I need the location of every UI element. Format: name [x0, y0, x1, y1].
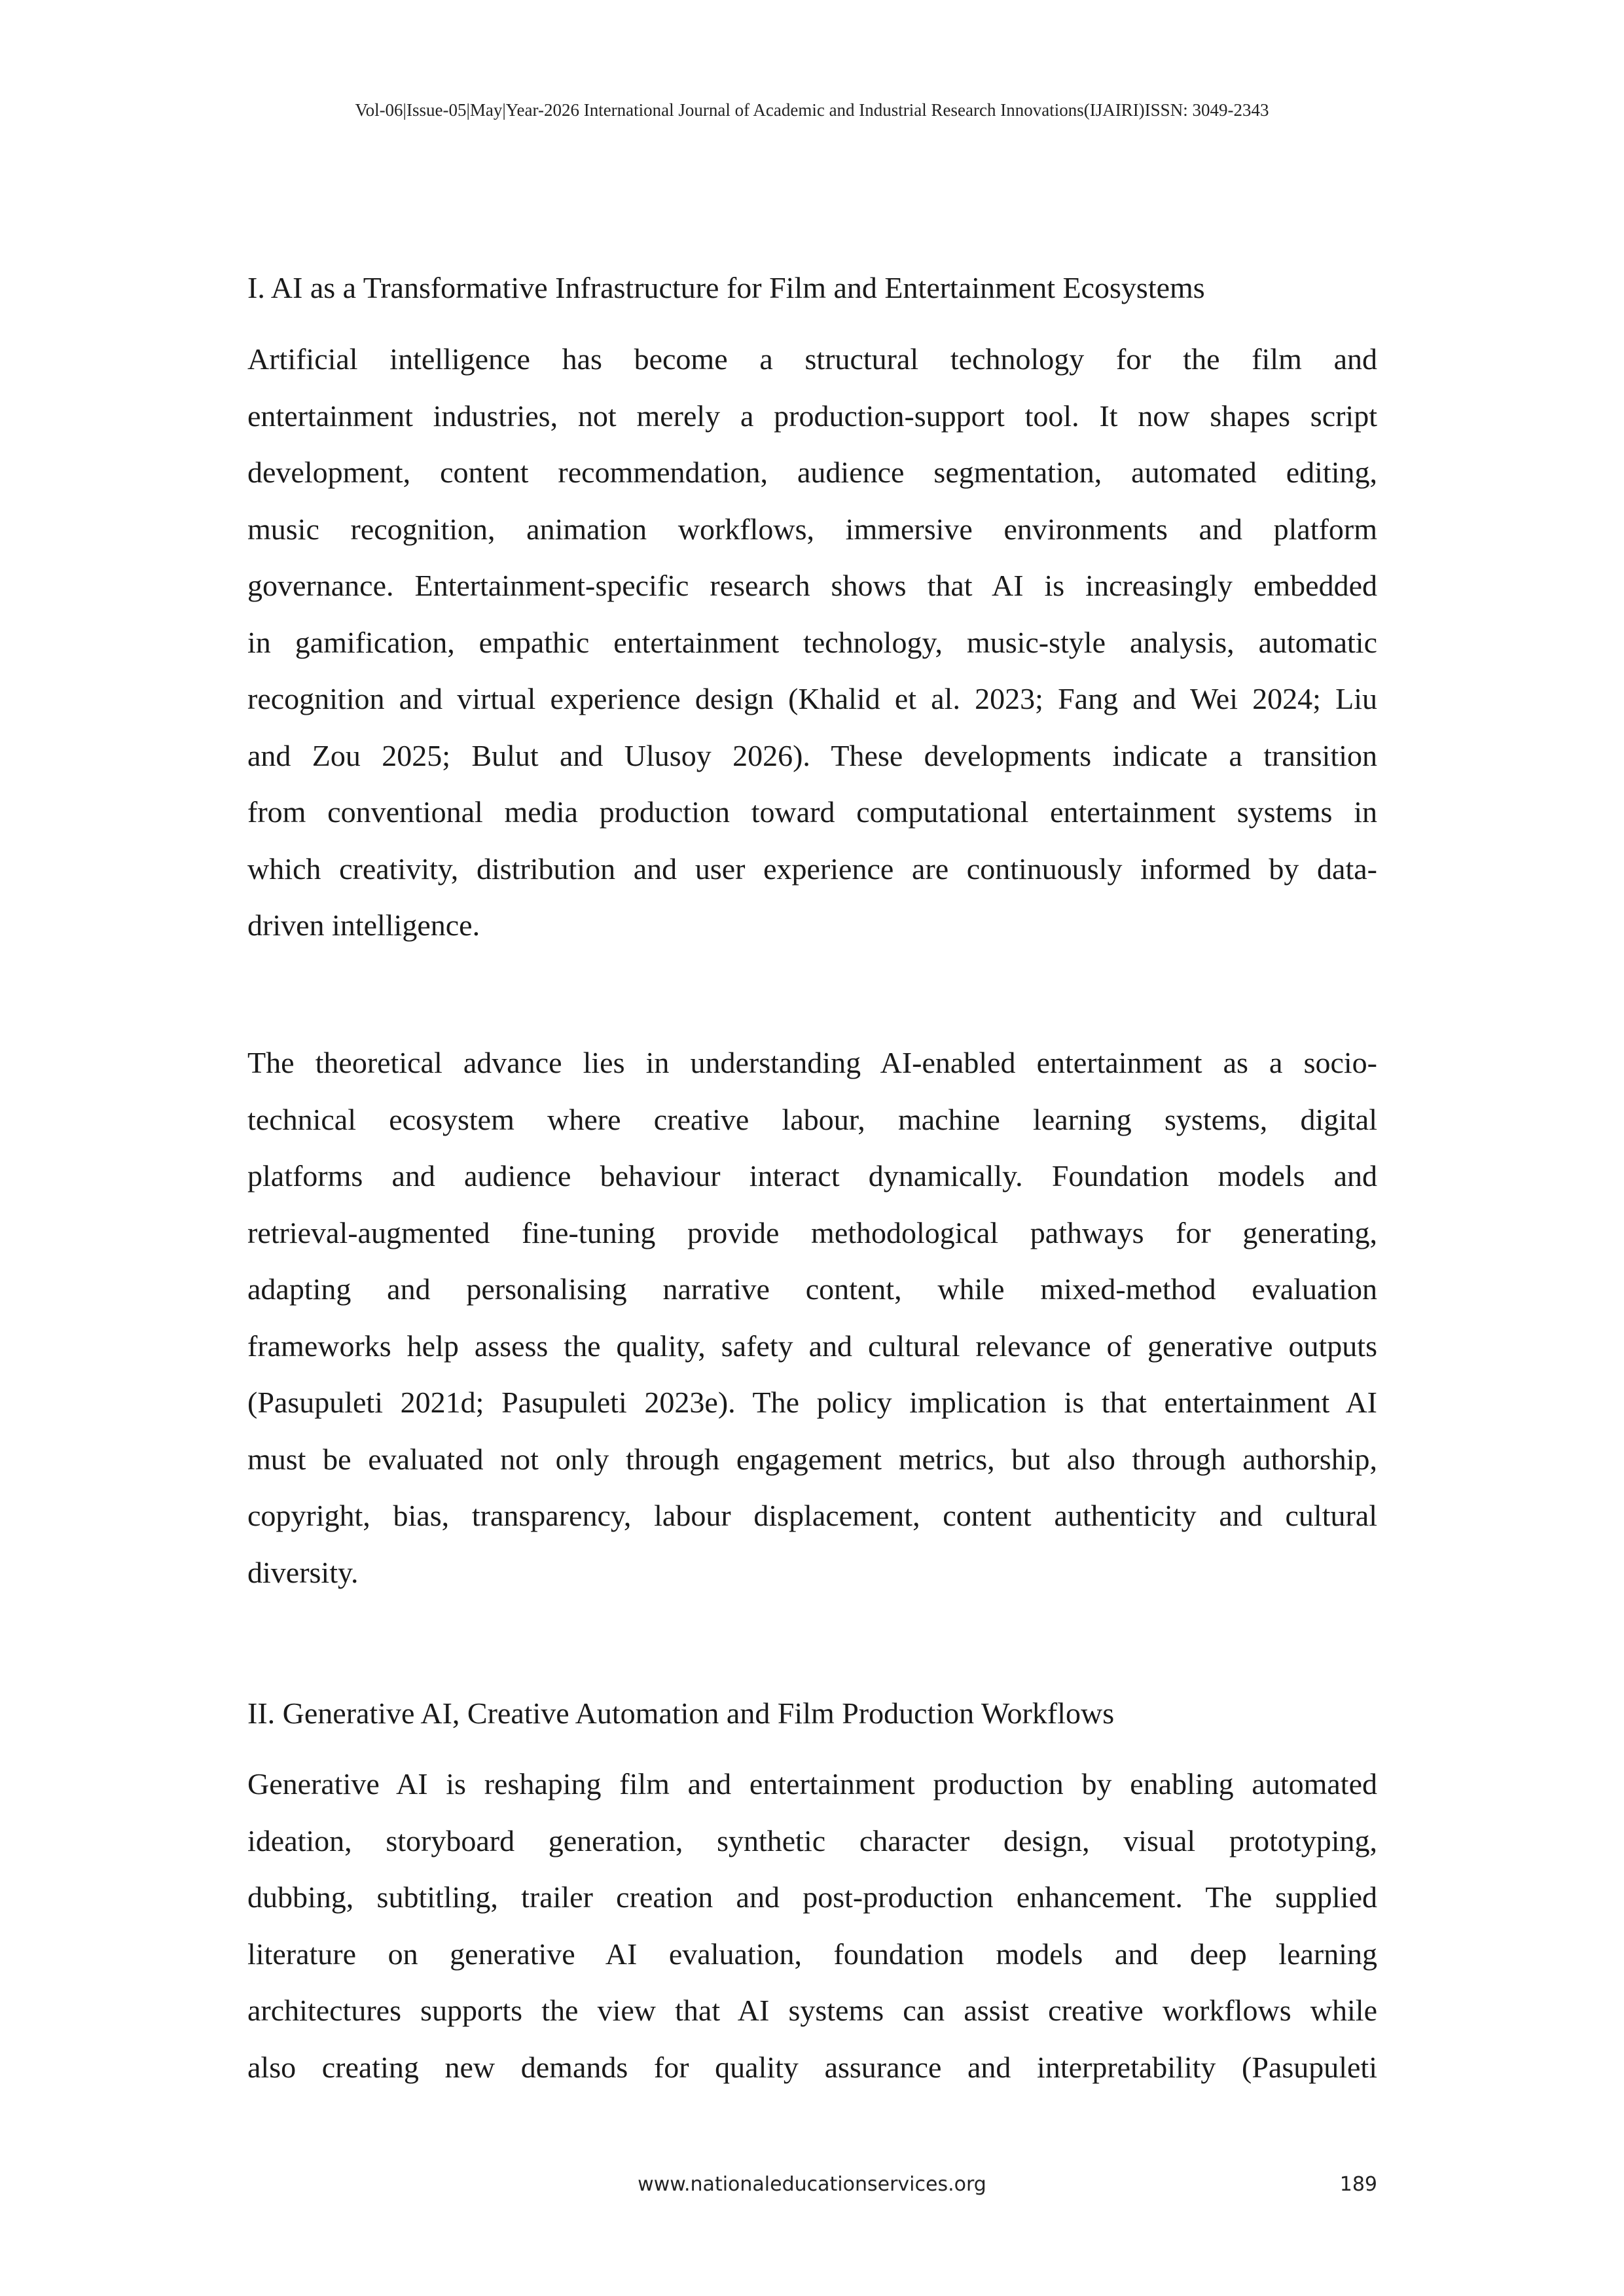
section-heading-2: II. Generative AI, Creative Automation and Film Production Workflows [247, 1696, 1115, 1730]
section-heading-1: I. AI as a Transformative Infrastructure for Film and Entertainment Ecosystems [247, 271, 1205, 304]
text-line: The theoretical advance lies in understanding AI-enabled entertainment as a socio- [247, 1046, 1377, 1079]
text-line: literature on generative AI evaluation, foundation models and deep learning [247, 1937, 1377, 1971]
text-line: governance. Entertainment-specific research shows that AI is increasingly embedded [247, 569, 1377, 602]
text-line: dubbing, subtitling, trailer creation and post-production enhancement. The supplied [247, 1880, 1377, 1914]
section-1-paragraph-2 [247, 1035, 1377, 1601]
text-line: frameworks help assess the quality, safety and cultural relevance of generative outputs [247, 1329, 1377, 1363]
text-line: ideation, storyboard generation, synthetic character design, visual prototyping, [247, 1823, 1377, 1857]
section-2-paragraph-1 [247, 1756, 1377, 2096]
text-line: and Zou 2025; Bulut and Ulusoy 2026). These developments indicate a transition [247, 738, 1377, 772]
text-line: which creativity, distribution and user experience are continuously informed by data- [247, 852, 1377, 886]
text-line: in gamification, empathic entertainment technology, music-style analysis, automatic [247, 625, 1377, 659]
text-line: copyright, bias, transparency, labour displacement, content authenticity and cultural [247, 1499, 1377, 1532]
text-line: development, content recommendation, audience segmentation, automated editing, [247, 456, 1377, 489]
running-header: Vol-06|Issue-05|May|Year-2026 International Journal of Academic and Industrial Research Innovations(IJAIRI)ISSN: 3049-2343 [355, 100, 1269, 120]
text-line: entertainment industries, not merely a production-support tool. It now shapes script [247, 399, 1377, 433]
text-line: (Pasupuleti 2021d; Pasupuleti 2023e). The policy implication is that entertainment AI [247, 1386, 1377, 1419]
text-line: technical ecosystem where creative labour, machine learning systems, digital [247, 1102, 1377, 1136]
text-line: platforms and audience behaviour interact dynamically. Foundation models and [247, 1159, 1377, 1193]
text-line: Generative AI is reshaping film and entertainment production by enabling automated [247, 1767, 1377, 1801]
text-line: Artificial intelligence has become a structural technology for the film and [247, 342, 1377, 376]
text-line: driven intelligence. [247, 908, 480, 942]
section-1-paragraph-1 [247, 331, 1377, 954]
text-line: retrieval-augmented fine-tuning provide methodological pathways for generating, [247, 1215, 1377, 1249]
text-line: diversity. [247, 1555, 359, 1589]
text-line: must be evaluated not only through engagement metrics, but also through authorship, [247, 1442, 1377, 1476]
text-line: adapting and personalising narrative content, while mixed-method evaluation [247, 1272, 1377, 1306]
text-line: from conventional media production toward computational entertainment systems in [247, 795, 1377, 829]
text-line: architectures supports the view that AI systems can assist creative workflows while [247, 1994, 1377, 2027]
footer-url: www.nationaleducationservices.org [638, 2173, 986, 2196]
text-line: also creating new demands for quality assurance and interpretability (Pasupuleti [247, 2050, 1377, 2084]
text-line: music recognition, animation workflows, immersive environments and platform [247, 512, 1377, 546]
page-number: 189 [1339, 2173, 1377, 2196]
text-line: recognition and virtual experience design (Khalid et al. 2023; Fang and Wei 2024; Liu [247, 682, 1377, 715]
